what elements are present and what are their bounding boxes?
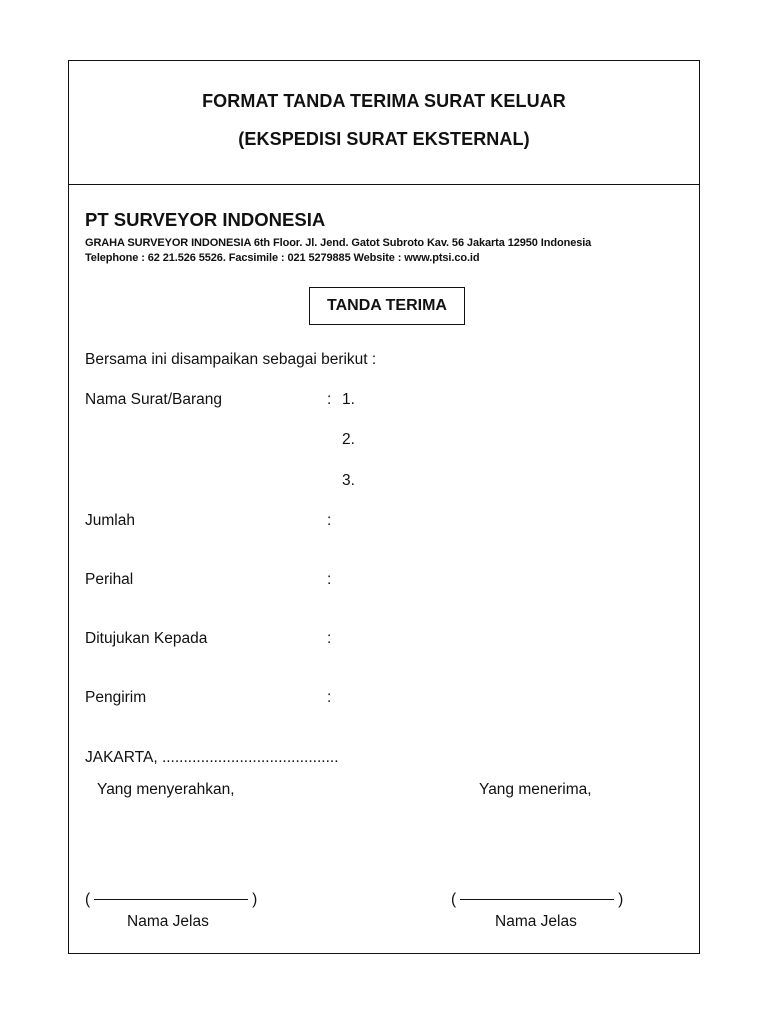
pengirim-colon: : xyxy=(327,689,332,706)
nama-item-3: 3. xyxy=(342,472,355,489)
left-signatory-title: Yang menyerahkan, xyxy=(97,781,235,798)
perihal-colon: : xyxy=(327,571,332,588)
form-header xyxy=(69,61,699,185)
form-frame xyxy=(68,60,700,954)
right-signature-line xyxy=(451,891,623,909)
right-signatory-title: Yang menerima, xyxy=(479,781,592,798)
pengirim-label: Pengirim xyxy=(85,689,147,706)
left-signature-rule xyxy=(94,899,248,900)
right-open-paren: ( xyxy=(451,891,457,908)
jumlah-colon: : xyxy=(327,512,332,529)
left-signature-line xyxy=(85,891,257,909)
ditujukan-colon: : xyxy=(327,630,332,647)
company-name: PT SURVEYOR INDONESIA xyxy=(85,209,326,230)
company-address: GRAHA SURVEYOR INDONESIA 6th Floor. Jl. Jend. Gatot Subroto Kav. 56 Jakarta 12950 Indonesia xyxy=(85,237,592,249)
nama-item-1: 1. xyxy=(342,391,355,408)
right-close-paren: ) xyxy=(618,891,624,908)
left-name-caption: Nama Jelas xyxy=(127,913,209,930)
form-title: FORMAT TANDA TERIMA SURAT KELUAR xyxy=(202,91,566,111)
receipt-title: TANDA TERIMA xyxy=(327,297,447,314)
left-close-paren: ) xyxy=(252,891,258,908)
nama-label: Nama Surat/Barang xyxy=(85,391,222,408)
company-contact: Telephone : 62 21.526 5526. Facsimile : 021 5279885 Website : www.ptsi.co.id xyxy=(85,252,480,264)
nama-item-2: 2. xyxy=(342,431,355,448)
jumlah-label: Jumlah xyxy=(85,512,135,529)
place-date: JAKARTA, ......................................... xyxy=(85,749,339,766)
nama-colon: : xyxy=(327,391,332,408)
left-open-paren: ( xyxy=(85,891,91,908)
intro-text: Bersama ini disampaikan sebagai berikut : xyxy=(85,351,377,368)
perihal-label: Perihal xyxy=(85,571,134,588)
receipt-title-box xyxy=(309,287,465,325)
ditujukan-label: Ditujukan Kepada xyxy=(85,630,208,647)
right-name-caption: Nama Jelas xyxy=(495,913,577,930)
form-subtitle: (EKSPEDISI SURAT EKSTERNAL) xyxy=(238,129,530,149)
right-signature-rule xyxy=(460,899,614,900)
